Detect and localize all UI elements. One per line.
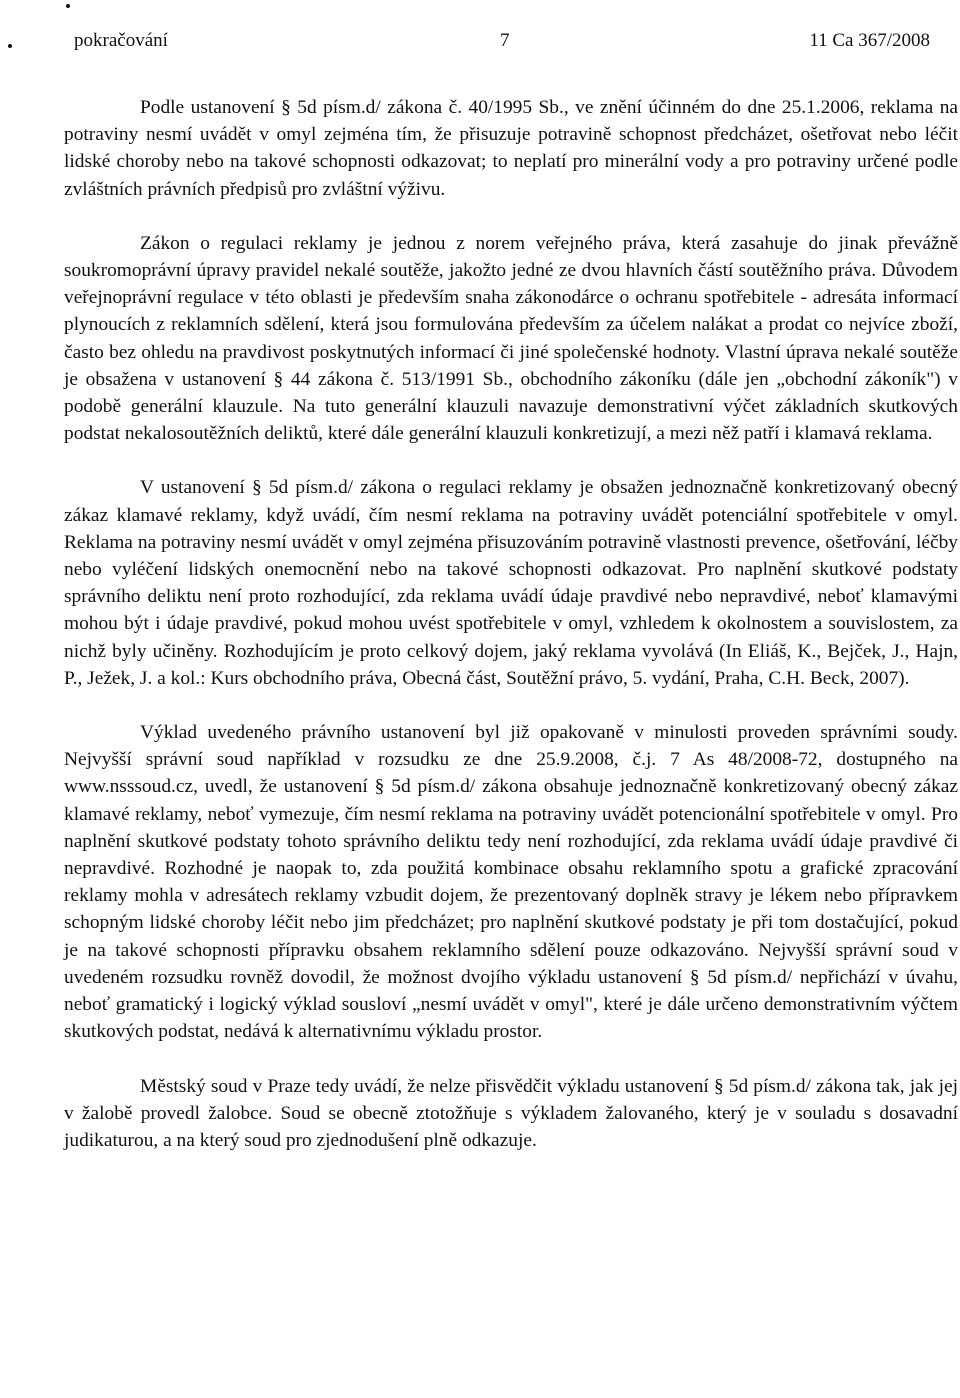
paragraph: Zákon o regulaci reklamy je jednou z norem veřejného práva, která zasahuje do jinak převážně soukromoprávní úpravy pravidel nekalé soutěže, jakožto jedné ze dvou hlavních částí soutěžního práva. Důvodem veřejnoprávní regulace v této oblasti je především snaha zákonodárce o ochranu spotřebitele - adresáta informací plynoucích z reklamních sdělení, která jsou formulována především za účelem nalákat a prodat co nejvíce zboží, často bez ohledu na pravdivost poskytnutých informací či jiné společenské hodnoty. Vlastní úprava nekalé soutěže je obsažena v ustanovení § 44 zákona č. 513/1991 Sb., obchodního zákoníku (dále jen „obchodní zákoník") v podobě generální klauzule. Na tuto generální klauzuli navazuje demonstrativní výčet základních skutkových podstat nekalosoutěžních deliktů, které dále generální klauzuli konkretizují, a mezi něž patří i klamavá reklama. — [64, 232, 958, 445]
document-body — [64, 94, 958, 1181]
paragraph: V ustanovení § 5d písm.d/ zákona o regulaci reklamy je obsažen jednoznačně konkretizovaný obecný zákaz klamavé reklamy, když uvádí, čím nesmí reklama na potraviny uvádět potenciální spotřebitele v omyl. Reklama na potraviny nesmí uvádět v omyl zejména přisuzováním potravině vlastnosti prevence, ošetřování, léčby nebo vyléčení lidských onemocnění nebo na takové schopnosti odkazovat. Pro naplnění skutkové podstaty správního deliktu není proto rozhodující, zda reklama uvádí údaje pravdivé nebo nepravdivé, neboť klamavými mohou být i údaje pravdivé, pokud mohou uvést spotřebitele v omyl, vzhledem k okolnostem a souvislostem, za nichž byly učiněny. Rozhodujícím je proto celkový dojem, jaký reklama vyvolává (In Eliáš, K., Bejček, J., Hajn, P., Ježek, J. a kol.: Kurs obchodního práva, Obecná část, Soutěžní právo, 5. vydání, Praha, C.H. Beck, 2007). — [64, 477, 958, 689]
page-number: 7 — [500, 30, 510, 51]
paragraph: Městský soud v Praze tedy uvádí, že nelze přisvědčit výkladu ustanovení § 5d písm.d/ zákona tak, jak jej v žalobě provedl žalobce. Soud se obecně ztotožňuje s výkladem žalovaného, který je v souladu s dosavadní judikaturou, a na který soud pro zjednodušení plně odkazuje. — [64, 1075, 958, 1151]
paragraph: Výklad uvedeného právního ustanovení byl již opakovaně v minulosti proveden správními soudy. Nejvyšší správní soud například v rozsudku ze dne 25.9.2008, č.j. 7 As 48/2008-72, dostupného na www.nsssoud.cz, uvedl, že ustanovení § 5d písm.d/ zákona obsahuje jednoznačně konkretizovaný obecný zákaz klamavé reklamy, neboť vymezuje, čím nesmí reklama na potraviny uvádět potencionální spotřebitele v omyl. Pro naplnění skutkové podstaty tohoto správního deliktu tedy není rozhodující, zda reklama uvádí údaje pravdivé či nepravdivé. Rozhodné je naopak to, zda použitá kombinace obsahu reklamního spotu a grafické zpracování reklamy mohla v adresátech reklamy vzbudit dojem, že prezentovaný doplněk stravy je lékem nebo přípravkem schopným lidské choroby léčit nebo jim předcházet; pro naplnění skutkové podstaty je při tom dostačující, pokud je na takové schopnosti přípravku obsahem reklamního sdělení pouze odkazováno. Nejvyšší správní soud v uvedeném rozsudku rovněž dovodil, že možnost dvojího výkladu ustanovení § 5d písm.d/ nepřichází v úvahu, neboť gramatický i logický výklad sousloví „nesmí uvádět v omyl", které je dále určeno demonstrativním výčtem skutkových podstat, nedává k alternativnímu výkladu prostor. — [64, 722, 958, 1043]
page-header — [0, 22, 960, 56]
header-continuation: pokračování — [74, 30, 168, 51]
paragraph: Podle ustanovení § 5d písm.d/ zákona č. 40/1995 Sb., ve znění účinném do dne 25.1.2006, reklama na potraviny nesmí uvádět v omyl zejména tím, že přisuzuje potravině schopnost předcházet, ošetřovat nebo léčit lidské choroby nebo na takové schopnosti odkazovat; to neplatí pro minerální vody a pro potraviny určené podle zvláštních právních předpisů pro zvláštní výživu. — [64, 97, 958, 200]
scan-mark — [66, 4, 70, 8]
case-number: 11 Ca 367/2008 — [809, 30, 930, 51]
